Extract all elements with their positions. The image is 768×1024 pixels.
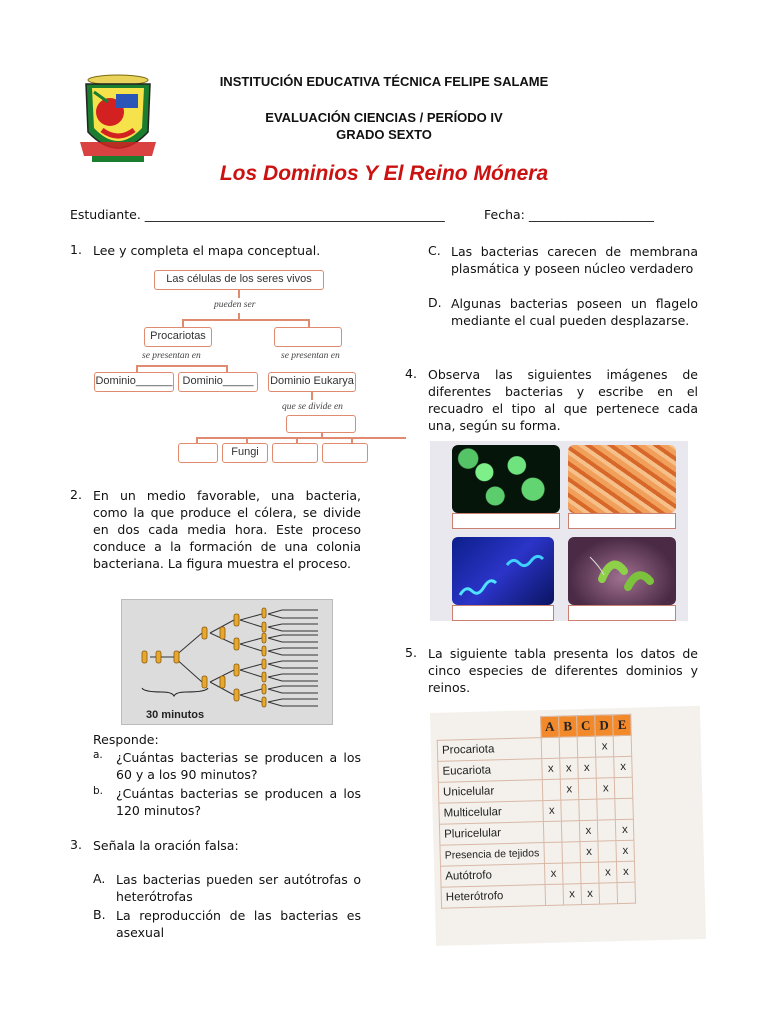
bacteria-division-figure	[121, 599, 333, 725]
table-row	[441, 882, 636, 908]
table-cell: x	[577, 757, 596, 778]
grade-label: GRADO SEXTO	[336, 127, 432, 142]
map-dominio-eukarya-box: Dominio Eukarya	[268, 372, 356, 392]
table-cell: x	[596, 778, 615, 799]
q4-number: 4.	[405, 366, 417, 381]
answer-box-1[interactable]	[452, 513, 560, 529]
q3-option-a[interactable]: Las bacterias pueden ser autótrofas o heterótrofas	[116, 872, 361, 904]
date-field[interactable]: Fecha: ____________________	[484, 207, 654, 222]
q3-option-d-mark: D.	[428, 295, 442, 310]
map-kingdom-box-3[interactable]	[272, 443, 318, 463]
answer-box-3[interactable]	[452, 605, 554, 621]
q1-text: Lee y completa el mapa conceptual.	[93, 243, 321, 258]
table-cell	[542, 779, 561, 800]
map-fungi-box: Fungi	[222, 443, 268, 463]
student-field[interactable]: Estudiante. ________________________________________________	[70, 207, 445, 222]
concept-map	[88, 265, 370, 470]
table-cell: x	[580, 841, 599, 862]
q2-text: En un medio favorable, una bacteria, como la que produce el cólera, se divide en dos cada media hora. Este proceso conduce a la formación de una colonia bacteriana. La figura muestra el proceso.	[93, 488, 361, 571]
table-cell	[580, 862, 599, 883]
table-cell: x	[544, 863, 563, 884]
q3-option-a-mark: A.	[93, 871, 106, 886]
table-cell	[615, 777, 633, 798]
row-label: Heterótrofo	[441, 885, 545, 909]
map-dominio-box-2[interactable]: Dominio_____	[178, 372, 258, 392]
table-cell: x	[560, 779, 578, 800]
row-label: Pluricelular	[439, 822, 543, 846]
table-cell	[578, 778, 597, 799]
answer-box-2[interactable]	[568, 513, 676, 529]
species-table	[436, 714, 636, 909]
row-label: Procariota	[437, 738, 541, 762]
q3-number: 3.	[70, 837, 82, 852]
col-header: A	[540, 716, 559, 737]
col-header: B	[559, 716, 577, 737]
figure-30-minutes-label: 30 minutos	[146, 709, 205, 721]
table-cell	[597, 799, 616, 820]
row-label: Multicelular	[439, 801, 543, 825]
row-label: Eucariota	[438, 759, 542, 783]
col-header: C	[576, 715, 595, 736]
q3-option-b-mark: B.	[93, 907, 106, 922]
map-se-presentan-2: se presentan en	[281, 351, 340, 361]
bacteria-images-panel	[430, 441, 688, 621]
map-blank-box-1[interactable]	[274, 327, 342, 347]
row-label: Presencia de tejidos	[440, 843, 544, 867]
table-cell: x	[541, 758, 560, 779]
table-cell: x	[595, 736, 614, 757]
species-table-photo	[430, 706, 706, 946]
map-pueden-ser: pueden ser	[214, 300, 256, 310]
table-cell	[541, 737, 560, 758]
table-cell: x	[563, 884, 581, 905]
q2a-text: ¿Cuántas bacterias se producen a los 60 y a los 90 minutos?	[116, 750, 361, 782]
table-cell	[562, 863, 580, 884]
q3-option-d[interactable]: Algunas bacterias poseen un flagelo mediante el cual pueden desplazarse.	[451, 296, 698, 328]
table-cell: x	[598, 862, 617, 883]
q2b-text: ¿Cuántas bacterias se producen a los 120 minutos?	[116, 786, 361, 818]
table-cell: x	[617, 861, 635, 882]
responde-label: Responde:	[93, 732, 159, 747]
institution-name: INSTITUCIÓN EDUCATIVA TÉCNICA FELIPE SALAME	[219, 74, 549, 89]
table-cell	[615, 798, 633, 819]
table-cell	[543, 842, 562, 863]
col-header: D	[595, 715, 614, 736]
col-header: E	[613, 714, 631, 735]
table-cell: x	[614, 756, 632, 777]
spirilla-image	[452, 537, 554, 605]
map-blank-box-2[interactable]	[286, 415, 356, 433]
map-kingdom-box-4[interactable]	[322, 443, 368, 463]
q2b-mark: b.	[93, 785, 104, 797]
row-label: Unicelular	[438, 780, 542, 804]
table-cell	[577, 736, 596, 757]
table-corner	[437, 717, 541, 741]
bacilli-image	[568, 445, 676, 513]
table-cell	[599, 883, 618, 904]
map-dominio-box-1[interactable]: Dominio______	[94, 372, 174, 392]
q3-option-c[interactable]: Las bacterias carecen de membrana plasmática y poseen núcleo verdadero	[451, 244, 698, 276]
table-cell	[561, 821, 579, 842]
page-title: Los Dominios Y El Reino Mónera	[219, 162, 549, 185]
map-que-se-divide: que se divide en	[282, 402, 343, 412]
map-top-box: Las células de los seres vivos	[154, 270, 324, 290]
q3-text: Señala la oración falsa:	[93, 838, 239, 853]
q3-option-c-mark: C.	[428, 243, 441, 258]
q3-option-b[interactable]: La reproducción de las bacterias es asexual	[116, 908, 361, 940]
table-cell	[559, 737, 577, 758]
table-cell	[561, 800, 579, 821]
table-cell	[598, 841, 617, 862]
q1-number: 1.	[70, 242, 82, 257]
table-cell: x	[616, 819, 634, 840]
answer-box-4[interactable]	[568, 605, 676, 621]
row-label: Autótrofo	[441, 864, 545, 888]
table-cell	[617, 882, 635, 903]
table-cell	[614, 735, 632, 756]
table-cell: x	[579, 820, 598, 841]
table-cell	[543, 821, 562, 842]
table-cell: x	[560, 758, 578, 779]
q2a-mark: a.	[93, 749, 103, 761]
table-cell	[562, 842, 580, 863]
table-cell	[597, 820, 616, 841]
vibrio-image	[568, 537, 676, 605]
table-cell	[596, 757, 615, 778]
map-se-presentan-1: se presentan en	[142, 351, 201, 361]
table-cell: x	[616, 840, 634, 861]
map-procariotas-box: Procariotas	[144, 327, 212, 347]
evaluation-title: EVALUACIÓN CIENCIAS / PERÍODO IV	[265, 110, 503, 125]
q5-text: La siguiente tabla presenta los datos de cinco especies de diferentes dominios y reinos.	[428, 646, 698, 695]
table-cell: x	[542, 800, 561, 821]
q2-number: 2.	[70, 487, 82, 502]
table-cell: x	[581, 883, 600, 904]
q5-number: 5.	[405, 645, 417, 660]
table-cell	[578, 799, 597, 820]
q4-text: Observa las siguientes imágenes de diferentes bacterias y escribe en el recuadro el tipo al que pertenece cada una, según su forma.	[428, 367, 698, 433]
map-kingdom-box-1[interactable]	[178, 443, 218, 463]
cocci-image	[452, 445, 560, 513]
table-cell	[545, 884, 564, 905]
